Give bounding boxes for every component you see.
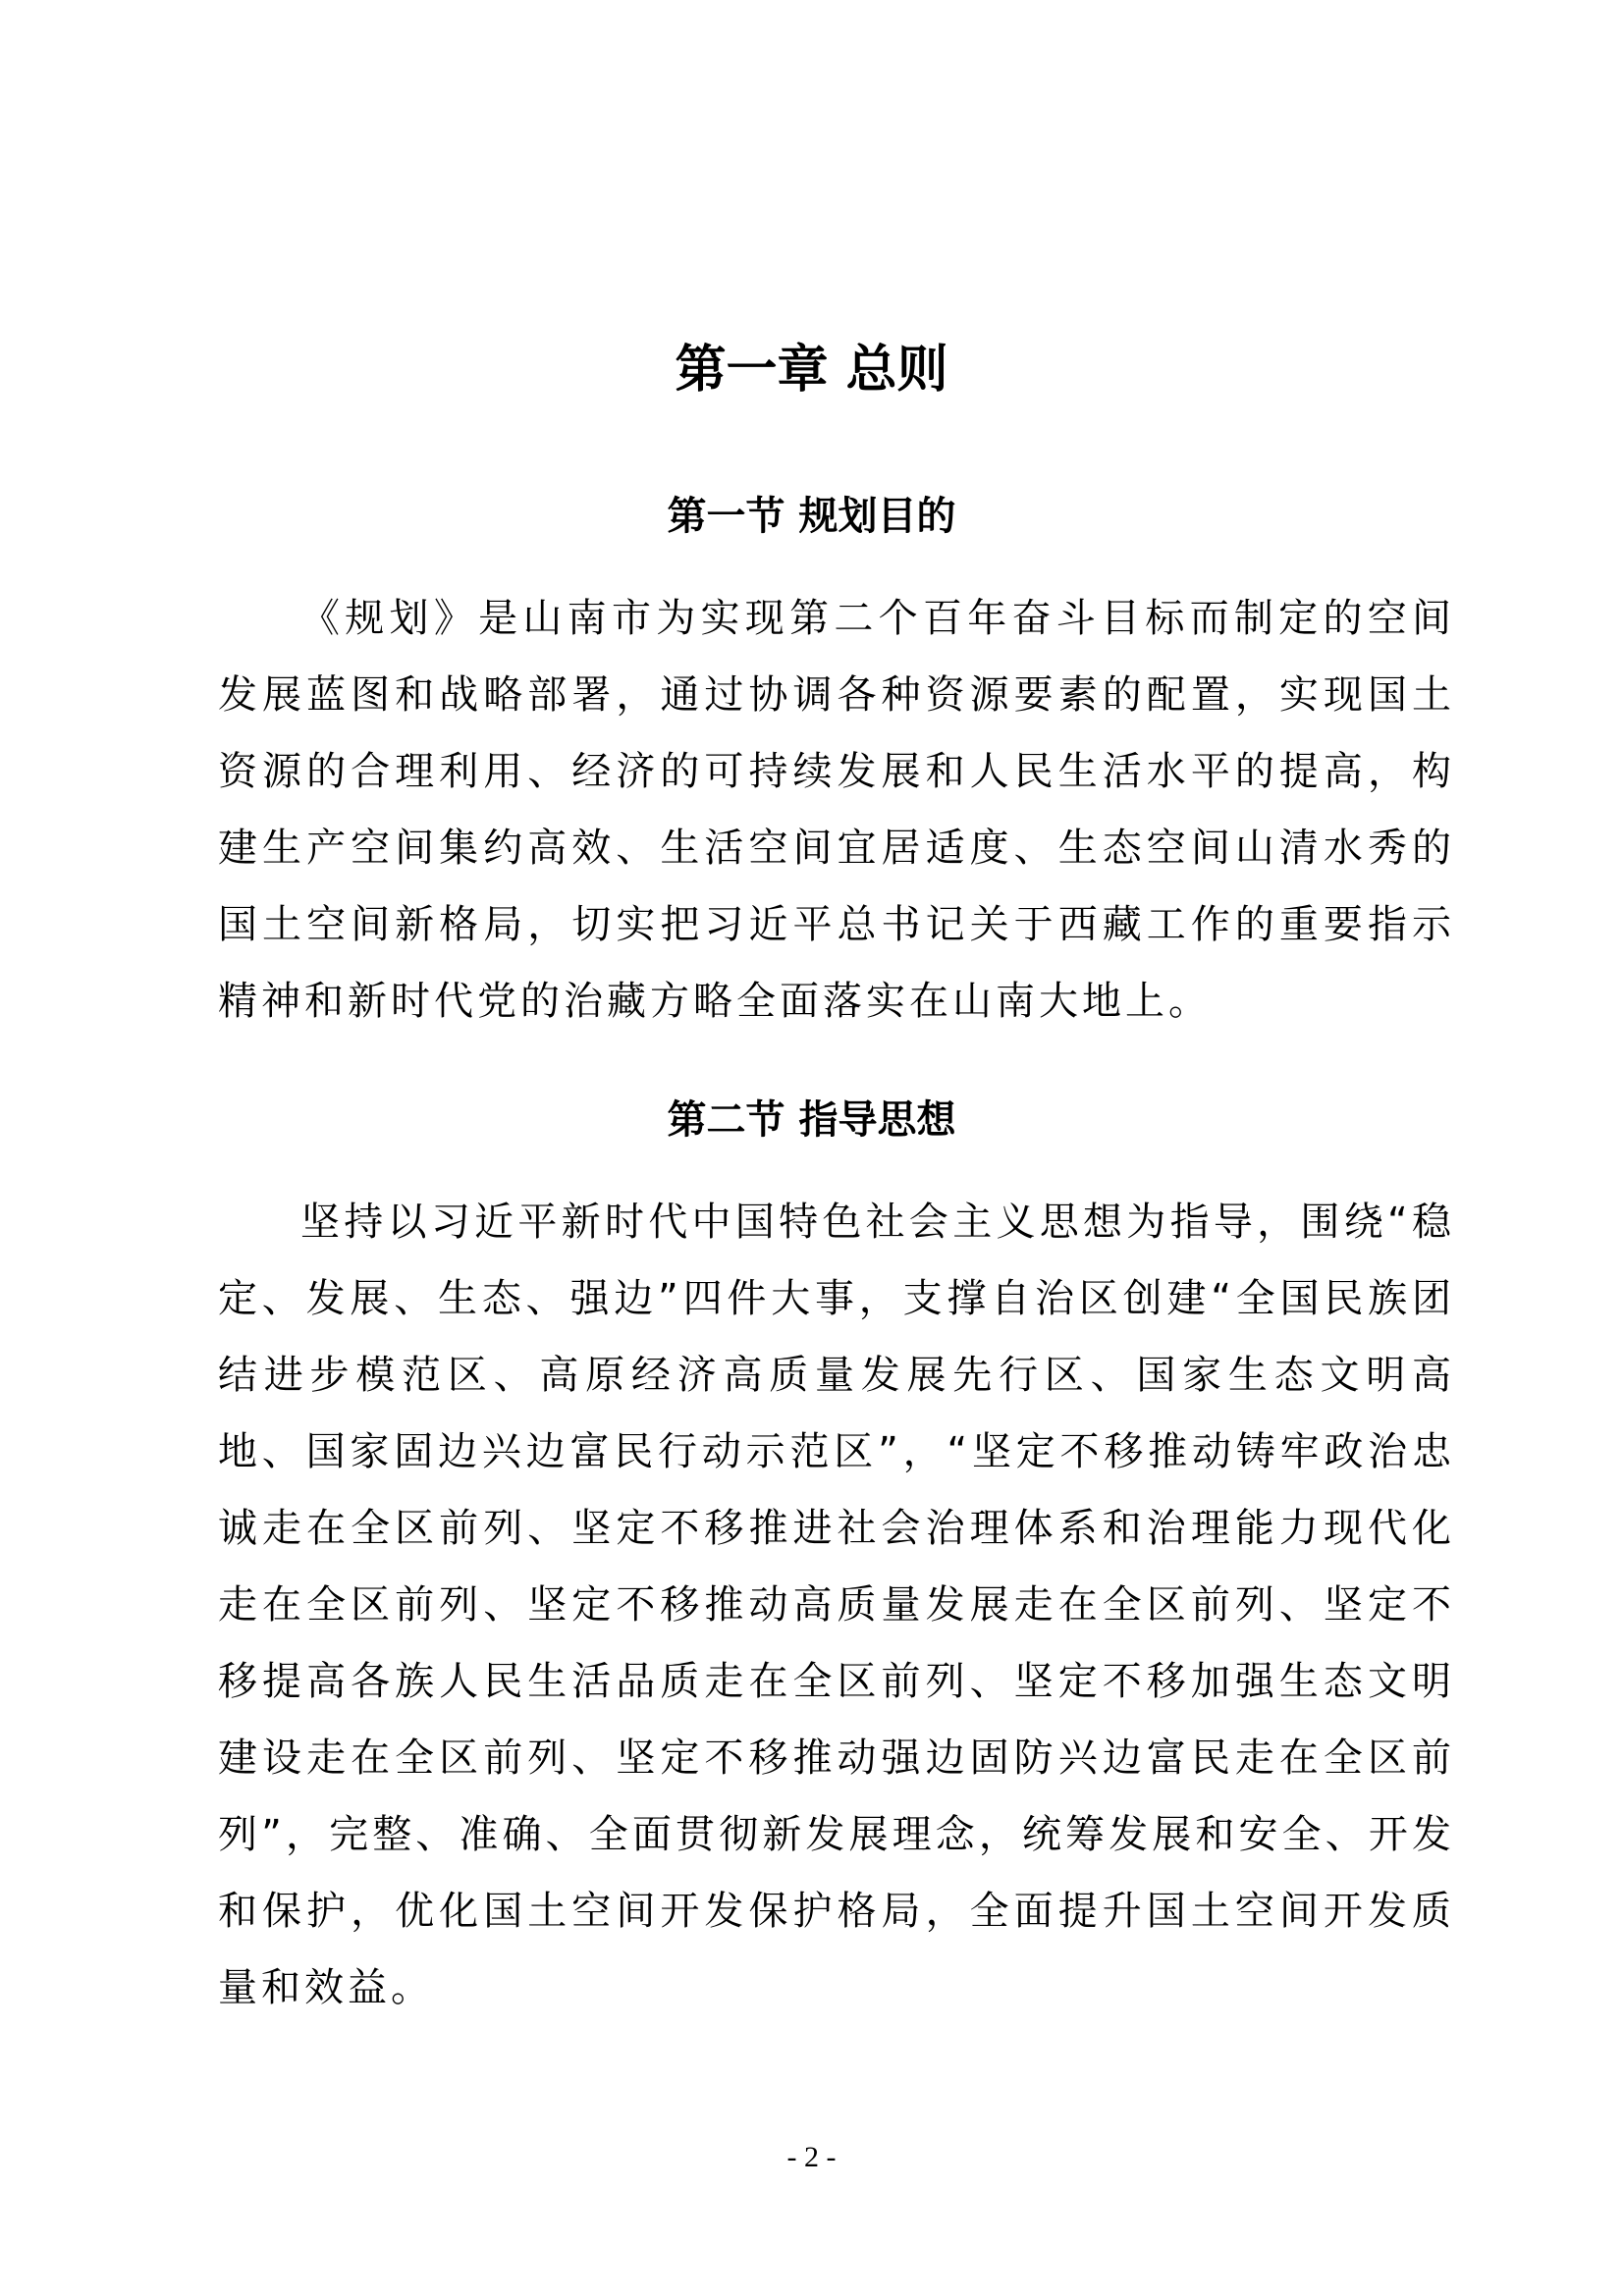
paragraph-guiding-ideology: 坚持以习近平新时代中国特色社会主义思想为指导，围绕“稳定、发展、生态、强边”四件大事，支撑自治区创建“全国民族团结进步模范区、高原经济高质量发展先行区、国家生态文明高地、国家固边兴边富民行动示范区”，“坚定不移推动铸牢政治忠诚走在全区前列、坚定不移推进社会治理体系和治理能力现代化走在全区前列、坚定不移推动高质量发展走在全区前列、坚定不移提高各族人民生活品质走在全区前列、坚定不移加强生态文明建设走在全区前列、坚定不移推动强边固防兴边富民走在全区前列”，完整、准确、全面贯彻新发展理念，统筹发展和安全、开发和保护，优化国土空间开发保护格局，全面提升国土空间开发质量和效益。	[218, 1200, 1455, 2010]
paragraph-planning-purpose: 《规划》是山南市为实现第二个百年奋斗目标而制定的空间发展蓝图和战略部署，通过协调各种资源要素的配置，实现国土资源的合理利用、经济的可持续发展和人民生活水平的提高，构建生产空间集约高效、生活空间宜居适度、生态空间山清水秀的国土空间新格局，切实把习近平总书记关于西藏工作的重要指示精神和新时代党的治藏方略全面落实在山南大地上。	[218, 596, 1455, 1024]
chapter-title: 第一章 总则	[675, 340, 948, 400]
section-title-planning-purpose: 第一节 规划目的	[667, 494, 956, 539]
page-number: - 2 -	[786, 2141, 837, 2173]
section-title-guiding-ideology: 第二节 指导思想	[667, 1097, 956, 1143]
